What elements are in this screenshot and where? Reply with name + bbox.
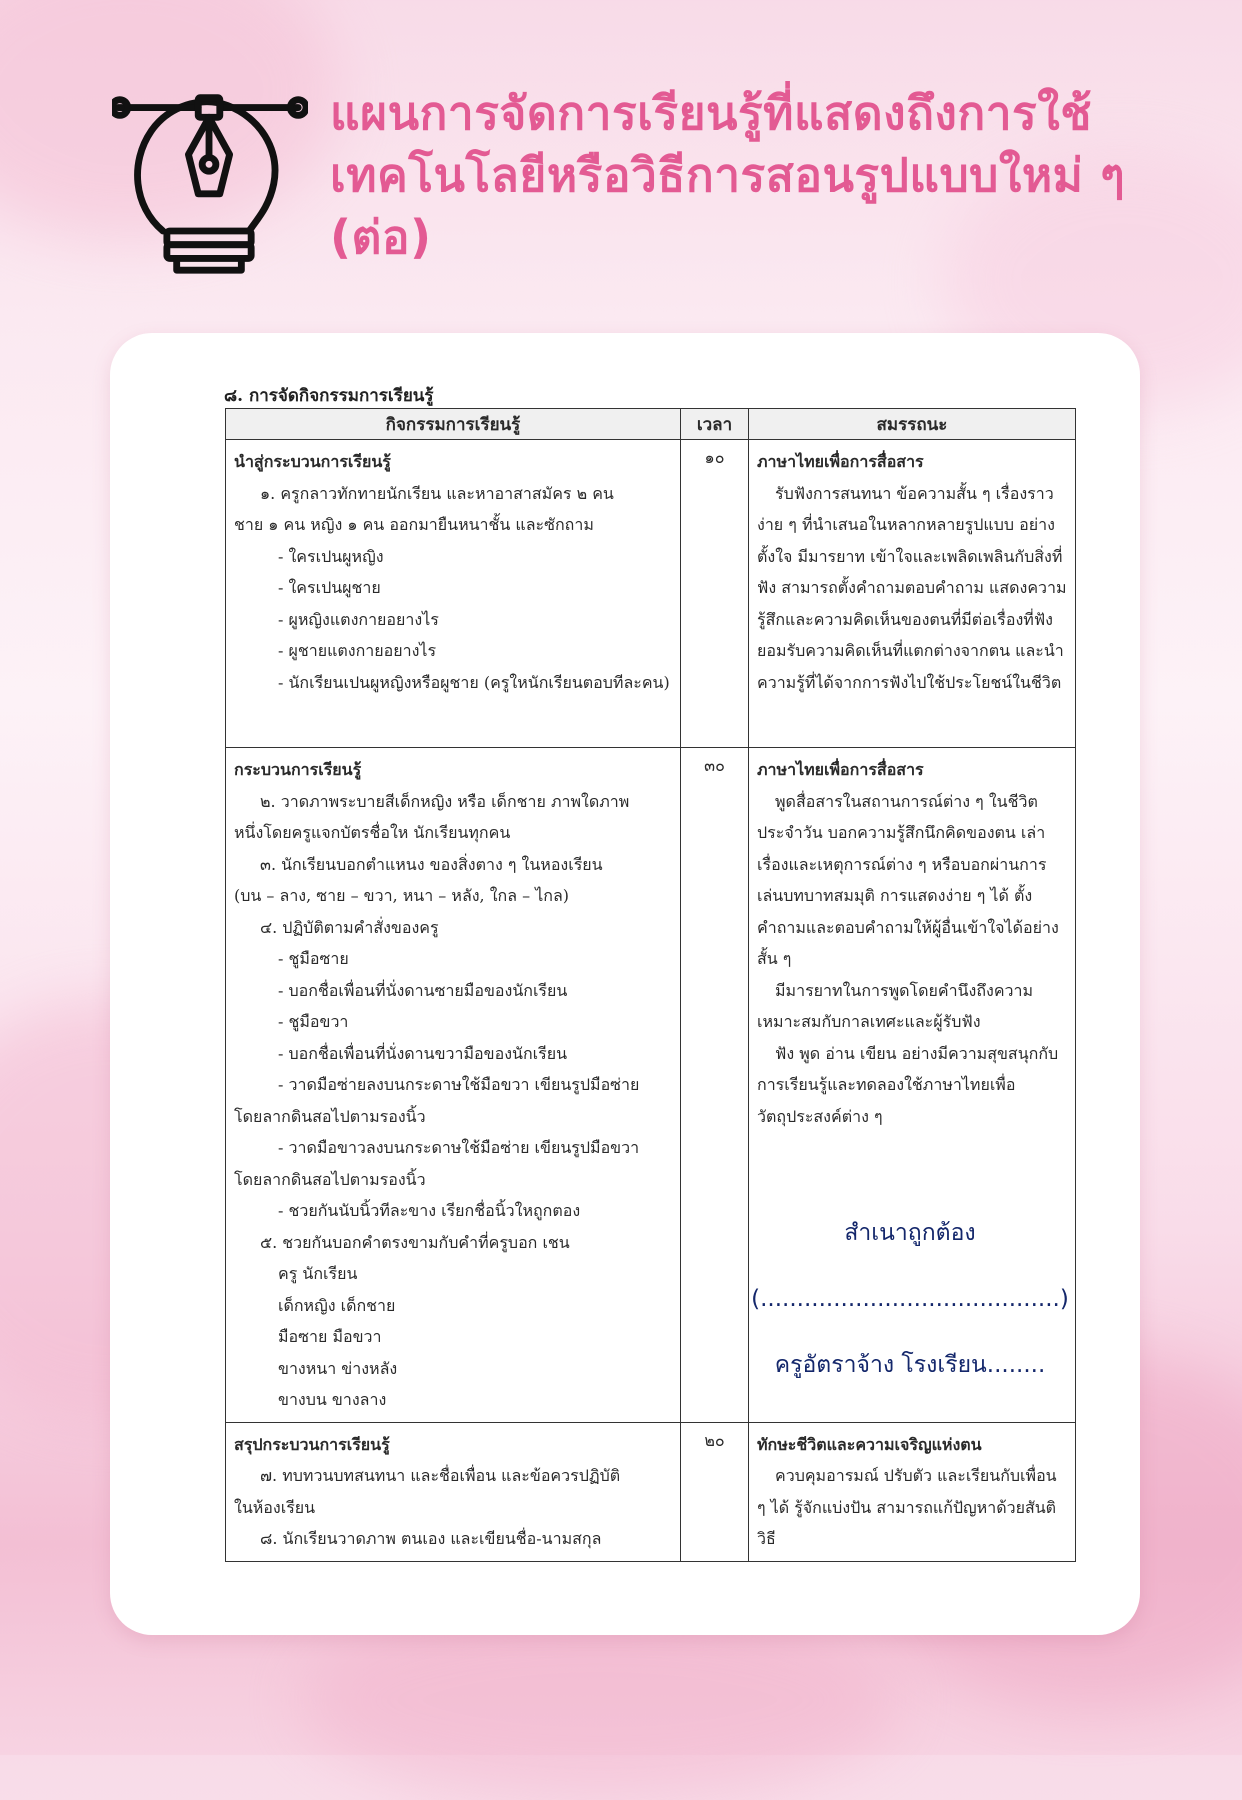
lightbulb-pen-icon	[112, 84, 308, 280]
activity-title: นำสู่กระบวนการเรียนรู้	[234, 452, 391, 471]
signature-line: (.........................................)	[751, 1286, 1069, 1312]
activity-line: ครู นักเรียน	[278, 1264, 358, 1283]
table-header-row	[226, 409, 1076, 440]
activity-line: - ผูหญิงแตงกายอยางไร	[278, 609, 439, 629]
activity-line: - วาดมือซ่ายลงบนกระดาษใช้มือขวา เขียนรูปมือซ่าย	[278, 1075, 640, 1094]
competency-text: พูดสื่อสารในสถานการณ์ต่าง ๆ ในชีวิตประจำวัน บอกความรู้สึกนึกคิดของตน เล่าเรื่องและเหตุการณ์ต่าง ๆ หรือบอกผ่านการเล่นบทบาทสมมุติ การแสดงง่าย ๆ ได้ ตั้งคำถามและตอบคำถามให้ผู้อื่นเข้าใจได้อย่างสั้น ๆ	[757, 791, 1059, 968]
column-header-activity: กิจกรรมการเรียนรู้	[226, 409, 681, 440]
activity-line: ขางบน ขางลาง	[278, 1390, 387, 1409]
activity-line: ขางหนา ข่างหลัง	[278, 1358, 398, 1378]
competency-cell	[749, 440, 1076, 748]
certification-label: สำเนาถูกต้อง	[844, 1220, 976, 1246]
activity-line: โดยลากดินสอไปตามรองนิ้ว	[234, 1169, 426, 1189]
activity-line: ในห้องเรียน	[234, 1497, 316, 1517]
page-header	[0, 0, 1242, 320]
title-line: แผนการจัดการเรียนรู้ที่แสดงถึงการใช้	[330, 86, 1092, 140]
activity-cell	[226, 440, 681, 748]
column-header-time: เวลา	[681, 409, 749, 440]
activity-line: ๔. ปฏิบัติตามคำสั่งของครู	[260, 917, 439, 937]
competency-text: ฟัง พูด อ่าน เขียน อย่างมีความสุขสนุกกับการเรียนรู้และทดลองใช้ภาษาไทยเพื่อวัตถุประสงค์ต่าง ๆ	[757, 1043, 1059, 1126]
title-line: เทคโนโลยีหรือวิธีการสอนรูปแบบใหม่ ๆ	[330, 148, 1126, 202]
activity-line: เด็กหญิง เด็กชาย	[278, 1295, 396, 1315]
activity-line: - นักเรียนเปนผูหญิงหรือผูชาย (ครูใหนักเรียนตอบทีละคน)	[278, 672, 670, 692]
title-line: (ต่อ)	[330, 210, 432, 264]
competency-cell	[749, 1422, 1076, 1561]
activity-line: ๕. ชวยกันบอกคำตรงขามกับคำที่ครูบอก เชน	[260, 1232, 570, 1252]
page-title	[330, 82, 1190, 268]
activity-line: โดยลากดินสอไปตามรองนิ้ว	[234, 1106, 426, 1126]
activity-line: - ชูมือขวา	[278, 1012, 349, 1031]
competency-text: มีมารยาทในการพูดโดยคำนึงถึงความเหมาะสมกับกาลเทศะและผู้รับฟัง	[757, 980, 1034, 1031]
signer-title: ครูอัตราจ้าง โรงเรียน........	[774, 1352, 1046, 1378]
activity-line: มือซาย มือขวา	[278, 1327, 382, 1346]
activity-title: สรุปกระบวนการเรียนรู้	[234, 1434, 390, 1454]
activity-line: - วาดมือขาวลงบนกระดาษใช้มือซ่าย เขียนรูปมือขวา	[278, 1138, 640, 1157]
activity-title: กระบวนการเรียนรู้	[234, 760, 362, 779]
column-header-competency: สมรรถนะ	[749, 409, 1076, 440]
activity-line: ๑. ครูกลาวทักทายนักเรียน และหาอาสาสมัคร ๒ คน	[260, 483, 614, 503]
activity-line: - ใครเปนผูชาย	[278, 578, 381, 597]
activity-line: หนึ่งโดยครูแจกบัตรชื่อให นักเรียนทุกคน	[234, 823, 511, 842]
time-cell: ๓๐	[681, 748, 749, 1423]
activity-line: - บอกชื่อเพื่อนที่นั่งดานซายมือของนักเรียน	[278, 980, 568, 1000]
competency-title: ทักษะชีวิตและความเจริญแห่งตน	[757, 1434, 982, 1454]
time-cell: ๒๐	[681, 1422, 749, 1561]
time-cell: ๑๐	[681, 440, 749, 748]
activity-line: - ใครเปนผูหญิง	[278, 546, 384, 566]
certification-stamp	[745, 1200, 1075, 1398]
competency-text: ควบคุมอารมณ์ ปรับตัว และเรียนกับเพื่อน ๆ ได้ รู้จักแบ่งปัน สามารถแก้ปัญหาด้วยสันติวิธี	[757, 1466, 1057, 1548]
table-row	[226, 440, 1076, 748]
competency-text: รับฟังการสนทนา ข้อความสั้น ๆ เรื่องราวง่าย ๆ ที่นำเสนอในหลากหลายรูปแบบ อย่างตั้งใจ มีมารยาท เข้าใจและเพลิดเพลินกับสิ่งที่ฟัง สามารถตั้งคำถามตอบคำถาม แสดงความรู้สึกและความคิดเห็นของตนที่มีต่อเรื่องที่ฟัง ยอมรับความคิดเห็นที่แตกต่างจากตน และนำความรู้ที่ได้จากการฟังไปใช้ประโยชน์ในชีวิต	[757, 483, 1067, 692]
competency-title: ภาษาไทยเพื่อการสื่อสาร	[757, 760, 924, 779]
activity-line: (บน – ลาง, ซาย – ขวา, หนา – หลัง, ใกล – ไกล)	[234, 886, 569, 905]
activity-cell	[226, 748, 681, 1423]
activity-line: ๗. ทบทวนบทสนทนา และชื่อเพื่อน และข้อควรปฏิบัติ	[260, 1466, 621, 1485]
activity-cell	[226, 1422, 681, 1561]
competency-title: ภาษาไทยเพื่อการสื่อสาร	[757, 452, 924, 471]
activity-line: ชาย ๑ คน หญิง ๑ คน ออกมายืนหนาชั้น และซักถาม	[234, 515, 594, 534]
activity-line: ๒. วาดภาพระบายสีเด็กหญิง หรือ เด็กชาย ภาพใดภาพ	[260, 791, 630, 811]
activity-line: ๓. นักเรียนบอกตำแหนง ของสิ่งตาง ๆ ในหองเรียน	[260, 854, 603, 874]
table-row	[226, 1422, 1076, 1561]
activity-line: - ชูมือซาย	[278, 949, 349, 968]
activity-line: ๘. นักเรียนวาดภาพ ตนเอง และเขียนชื่อ-นามสกุล	[260, 1529, 602, 1548]
section-title: ๘. การจัดกิจกรรมการเรียนรู้	[224, 386, 434, 406]
activity-line: - บอกชื่อเพื่อนที่นั่งดานขวามือของนักเรียน	[278, 1043, 568, 1063]
activity-line: - ผูชายแตงกายอยางไร	[278, 641, 437, 660]
activity-line: - ชวยกันนับนิ้วทีละขาง เรียกชื่อนิ้วใหถูกตอง	[278, 1201, 581, 1220]
